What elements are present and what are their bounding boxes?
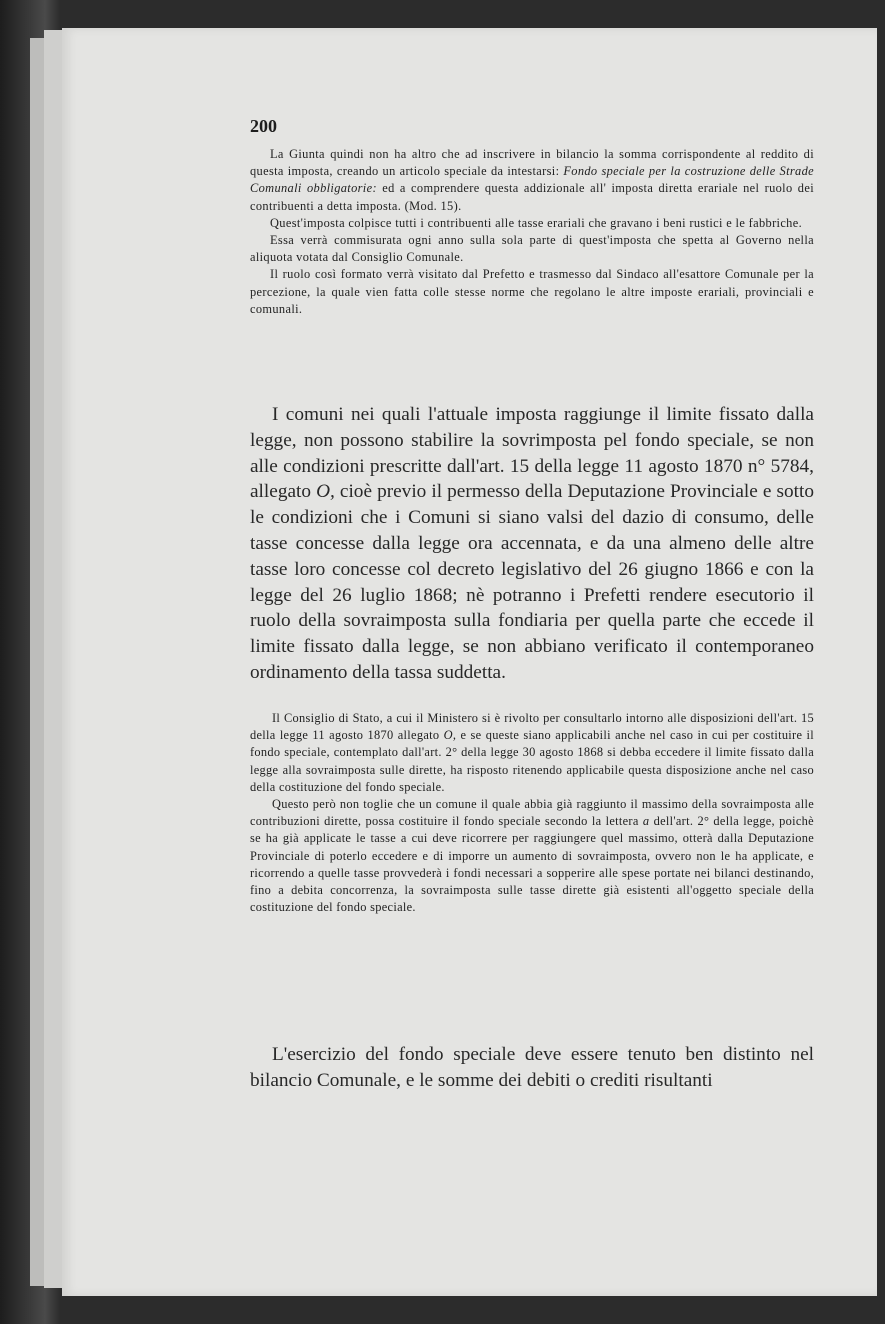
text-run: Questo però non toglie che un comune il quale abbia già raggiunto il massimo della sovraimposta alle contribuzioni dirette, possa costituire il fondo speciale secondo la lettera — [250, 797, 814, 829]
text-run: La Giunta quindi non ha altro che ad inscrivere in bilancio la somma corrispondente al reddito di questa imposta, creando un articolo speciale da intestarsi: — [250, 147, 814, 179]
section-small-print-2 — [250, 710, 814, 916]
text-run: ed a comprendere questa addizionale all' imposta diretta erariale nel ruolo dei contribuenti a detta imposta. (Mod. 15). — [250, 181, 814, 213]
paragraph: L'esercizio del fondo speciale deve essere tenuto ben distinto nel bilancio Comunale, e le somme dei debiti o crediti risultanti — [250, 1044, 814, 1091]
text-run: I comuni nei quali l'attuale imposta raggiunge il limite fissato dalla legge, non possono stabilire la sovrimposta pel fondo speciale, se non alle condizioni prescritte dall'art. 15 della legge 11 agosto 1870 n° 5784, allegato — [250, 404, 814, 503]
page-number: 200 — [250, 116, 277, 136]
paragraph — [250, 146, 814, 215]
italic-text-run: Fondo speciale per la costruzione delle Strade Comunali obbligatorie: — [250, 164, 814, 196]
italic-text-run: O, — [443, 728, 457, 743]
paragraph: Quest'imposta colpisce tutti i contribuenti alle tasse erariali che gravano i beni rustici e le fabbriche. — [270, 215, 803, 230]
paragraph — [250, 796, 814, 916]
section-large-print-1 — [250, 402, 814, 686]
paragraph: Il ruolo così formato verrà visitato dal Prefetto e trasmesso dal Sindaco all'esattore Comunale per la percezione, la quale vien fatta colle stesse norme che regolano le altre imposte erariali, provinciali e comunali. — [250, 267, 814, 316]
paragraph: Essa verrà commisurata ogni anno sulla sola parte di quest'imposta che spetta al Governo nella aliquota votata dal Consiglio Comunale. — [250, 233, 814, 265]
italic-text-run: O, — [316, 481, 335, 503]
text-run: dell'art. 2° della legge, poichè se ha già applicate le tasse a cui deve ricorrere per raggiungere quel massimo, otterà dalla Deputazione Provinciale di poterlo eccedere e di imporre un aumento di sovraimposta, ovvero non le ha applicate, e ricorrendo a quelle tasse provvederà i fondi necessari a sopperire alle spese portate nei bilanci destinando, fino a debita concorrenza, la sovraimposta sulle tasse dirette già esistenti all'oggetto speciale della costituzione del fondo speciale. — [250, 814, 814, 915]
text-run: Il Consiglio di Stato, a cui il Ministero si è rivolto per consultarlo intorno alle disposizioni dell'art. 15 della legge 11 agosto 1870 allegato — [250, 711, 814, 743]
text-run: e se queste siano applicabili anche nel caso in cui per costituire il fondo speciale, contemplato dall'art. 2° della legge 30 agosto 1868 si debba eccedere il limite fissato dalla legge alla sovraimposta sulle dirette, ha risposto ritenendo applicabile questa disposizione anche nel caso della costituzione del fondo speciale. — [250, 728, 814, 794]
section-large-print-2 — [250, 1042, 814, 1094]
text-run: cioè previo il permesso della Deputazione Provinciale e sotto le condizioni che i Comuni si siano valsi del dazio di consumo, delle tasse concesse dalla legge ora accennata, e da una almeno delle altre tasse loro concesse col decreto legislativo del 26 giugno 1866 e con la legge del 26 luglio 1868; nè potranno i Prefetti rendere esecutorio il ruolo della sovraimposta sulla fondiaria per quella parte che eccede il limite fissato dalla legge, se non abbiano verificato il contemporaneo ordinamento della tassa suddetta. — [250, 481, 814, 683]
section-small-print-1 — [250, 146, 814, 318]
italic-text-run: a — [642, 814, 650, 829]
paragraph — [250, 402, 814, 686]
paragraph — [250, 710, 814, 796]
